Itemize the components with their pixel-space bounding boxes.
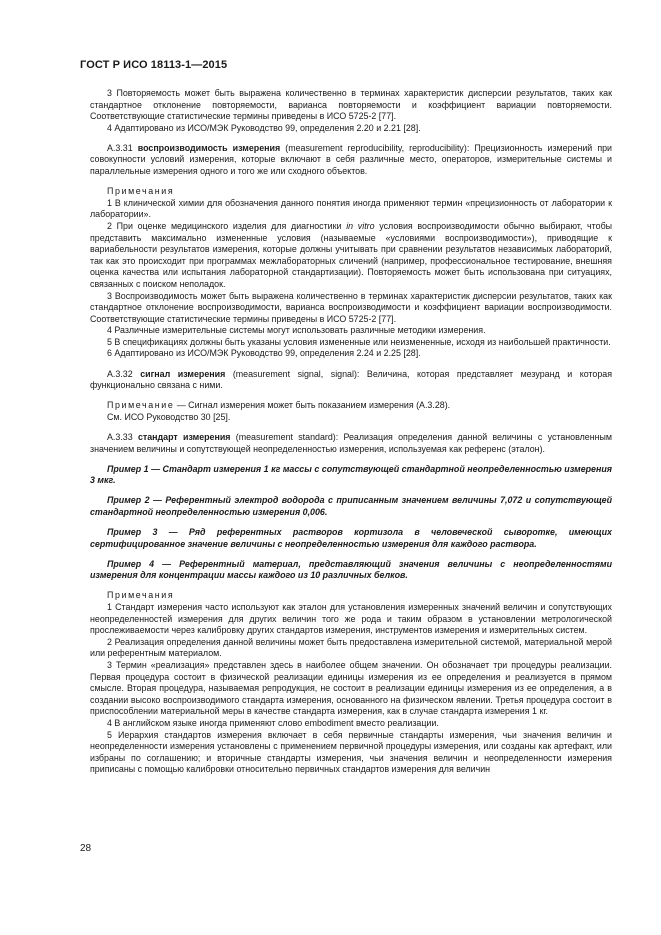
note-text: — Сигнал измерения может быть показанием измерения (А.3.28). (176, 400, 451, 411)
term: сигнал измерения (140, 368, 226, 379)
note: 3 Термин «реализация» представлен здесь в наиболее общем значении. Он обозначает три процедуры реализации. Первая процедура состоит в физической реализации единицы измерения из ее определения и реализуется в прямом смысле. Вторая процедура, называемая репродукция, не состоит в реализации единицы измерения из ее определения, а в создании высоко воспроизводимого стандарта измерения, основанного на физическом явлении. Третья процедура состоит в приспособлении материальной меры в качестве стандарта измерения, как в случае стандарта измерения 1 кг. (90, 659, 612, 717)
note-text: 2 При оценке медицинского изделия для диагностики (107, 220, 342, 231)
page-number: 28 (80, 843, 92, 854)
example-2: Пример 2 — Референтный электрод водорода с приписанным значением величины 7,072 и сопутствующей стандартной неопределенностью измерения 0,006. (90, 495, 612, 517)
page-header: ГОСТ Р ИСО 18113-1—2015 (80, 59, 228, 71)
definition-text: (measurement reproducibility, reproducibility): Прецизионность измерений при совокупности условий измерения, которые включают в себя различные место, операторов, измерительные системы и параллельные измерения одного и того же или сходного объектов. (90, 142, 613, 177)
clause-number: А.3.32 (107, 368, 133, 379)
paragraph: 4 Адаптировано из ИСО/МЭК Руководство 99, определения 2.20 и 2.21 [28]. (107, 122, 421, 133)
note: 5 Иерархия стандартов измерения включает в себя первичные стандарты измерения, чьи значения величин и неопределенности измерения установлены с применением первичной процедуры измерения, или созданы как артефакт, или избраны по соглашению; и вторичные стандарты измерения, чьи значения величин и неопределенности измерения приписаны с помощью калибровки относительно первичных стандартов измерения для величин (90, 729, 612, 775)
definition-text: (measurement signal, signal): Величина, которая представляет мезуранд и которая функционально связана с ними. (90, 368, 613, 391)
term: стандарт измерения (137, 431, 231, 442)
term: воспроизводимость измерения (137, 142, 281, 153)
note: 3 Воспроизводимость может быть выражена количественно в терминах характеристик дисперсии результатов, таких как стандартное отклонение воспроизводимости, варианса воспроизводимости и коэффициент вариации воспроизводимости. Соответствующие статистические термины приведены в ИСО 5725-2 [77]. (90, 290, 612, 324)
note: 5 В спецификациях должны быть указаны условия измененные или неизмененные, исходя из наибольшей практичности. (107, 336, 611, 347)
note: 1 В клинической химии для обозначения данного понятия иногда применяют термин «прецизионность от лаборатории к лаборатории». (90, 197, 612, 220)
example-1: Пример 1 — Стандарт измерения 1 кг массы с сопутствующей стандартной неопределенностью измерения 3 мкг. (90, 463, 612, 486)
note: 4 Различные измерительные системы могут использовать различные методики измерения. (107, 325, 486, 336)
note: 2 Реализация определения данной величины может быть предоставлена измерительной системой, материальной мерой или референтным материалом. (90, 636, 612, 659)
definition-a332 (90, 369, 612, 392)
definition-a333 (90, 432, 612, 455)
example-3: Пример 3 — Ряд референтных растворов кортизола в человеческой сыворотке, имеющих сертифицированное значение величины с неопределенностью измерения для каждого раствора. (90, 527, 612, 549)
note-heading: Примечание (107, 400, 175, 411)
notes-heading: Примечания (107, 590, 175, 601)
notes-heading: Примечания (107, 186, 175, 197)
example-4: Пример 4 — Референтный материал, представляющий значения величины с неопределенностями измерения для концентрации массы каждого из 10 различных белков. (90, 558, 612, 581)
note-text: условия воспроизводимости обычно выбирают, чтобы представить максимально измененные условия (называемые «условиями воспроизводимости»), приводящие к вариабельности результатов измерения, которые должны учитывать при сравнении результатов независимых лабораторий, так как это происходит при программах межлабораторных сличений (например, профессиональное тестирование, внешняя оценка качества или испытания лабораторной стандартизации). Повторяемость может быть использована при ситуациях, связанных с поиском неполадок. (90, 220, 613, 289)
italic-term: in vitro (346, 220, 375, 231)
note (90, 400, 612, 412)
note: 6 Адаптировано из ИСО/МЭК Руководство 99, определения 2.24 и 2.25 [28]. (107, 348, 421, 359)
paragraph: 3 Повторяемость может быть выражена количественно в терминах характеристик дисперсии результатов, таких как стандартное отклонение повторяемости, варианса повторяемости и коэффициент вариации повторяемости. Соответствующие статистические термины приведены в ИСО 5725-2 [77]. (90, 88, 612, 122)
note (90, 221, 612, 291)
note: 1 Стандарт измерения часто используют как эталон для установления измеренных значений величин и сопутствующих неопределенностей измерения для других величин того же рода и таким образом в установлении метрологической прослеживаемости через калибровку других стандартов измерения, инструментов измерения и измерительных систем. (90, 601, 612, 636)
definition-a331 (90, 143, 612, 178)
definition-text: (measurement standard): Реализация определения данной величины с установленным значением величины и сопутствующей неопределенностью измерения, используемая как референс (эталон). (90, 431, 613, 454)
note: 4 В английском языке иногда применяют слово embodiment вместо реализации. (107, 717, 439, 728)
clause-number: А.3.33 (107, 431, 133, 442)
note: См. ИСО Руководство 30 [25]. (107, 411, 231, 422)
clause-number: А.3.31 (107, 142, 133, 153)
page-content (90, 88, 612, 776)
